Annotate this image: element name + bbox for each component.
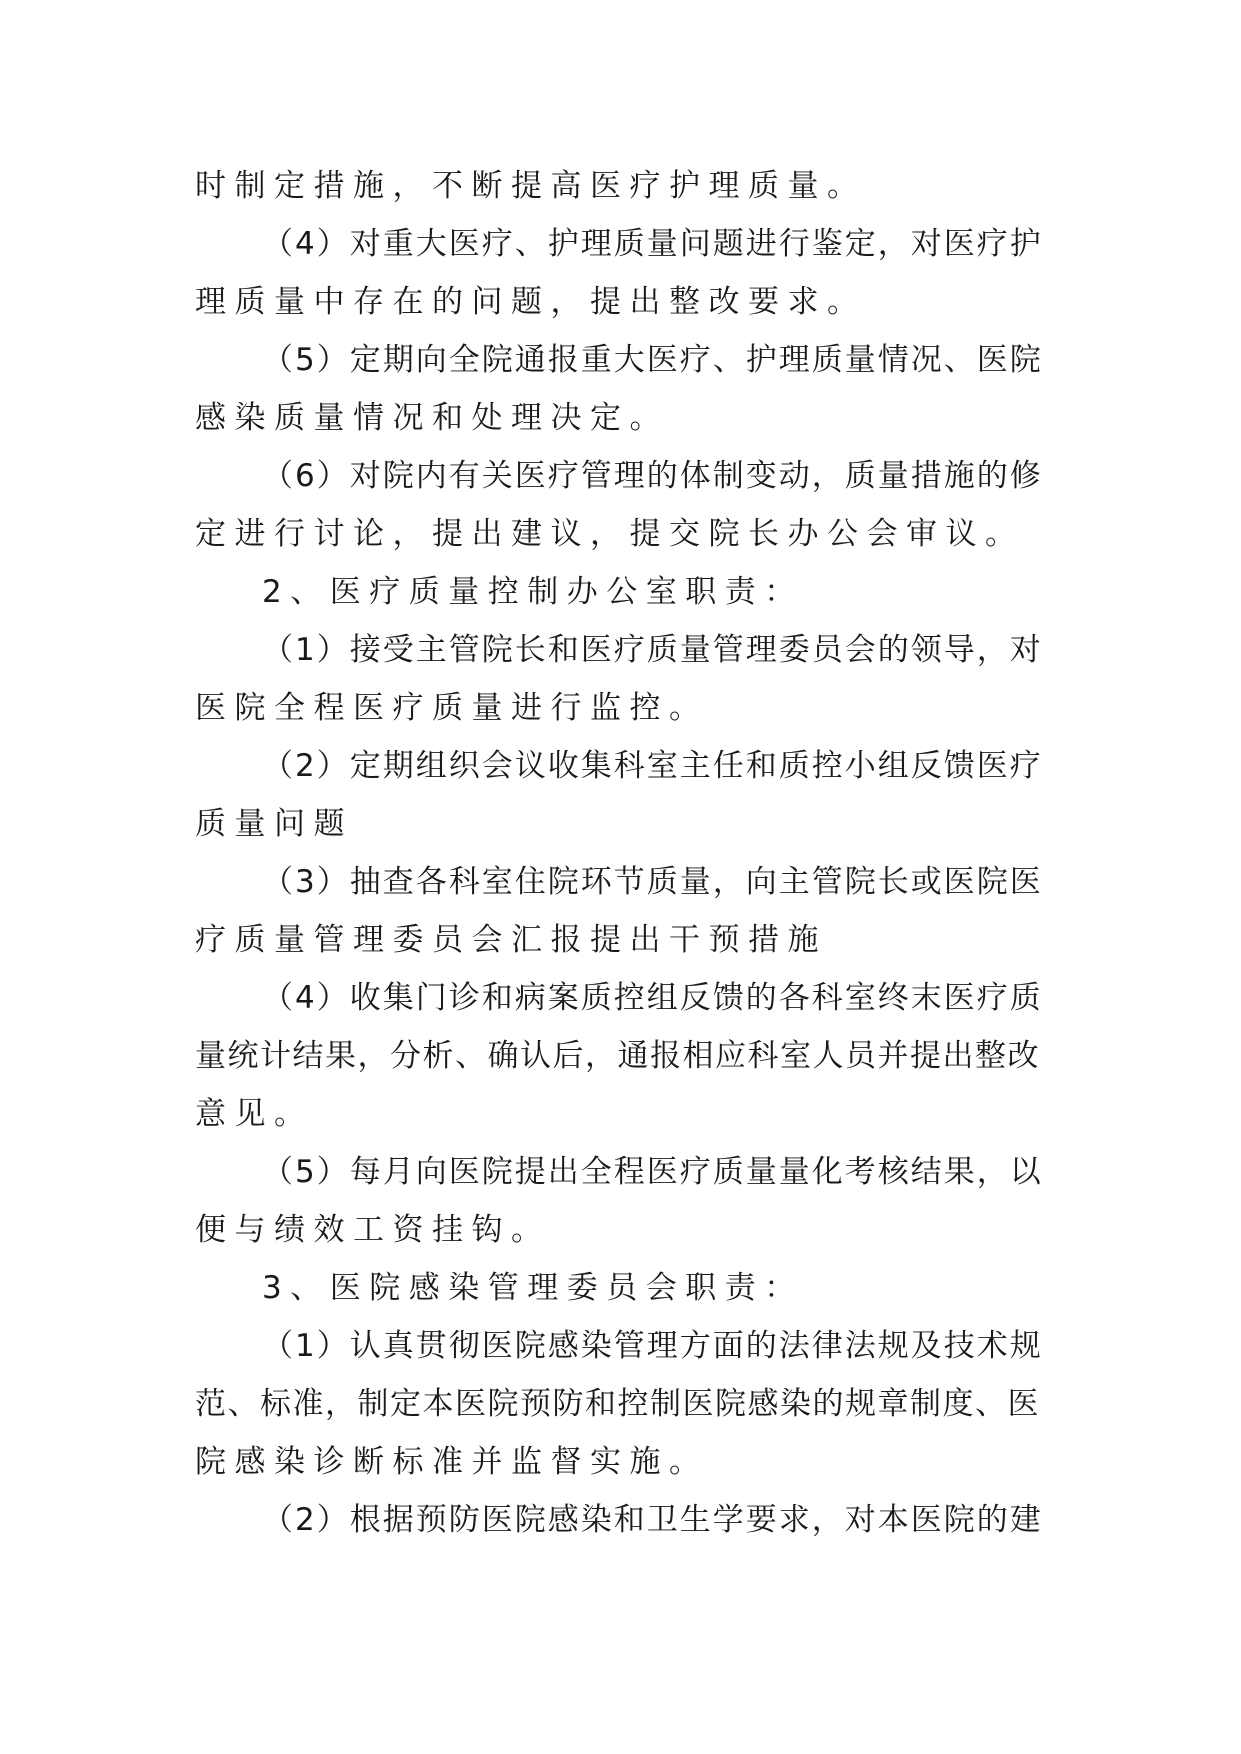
text-line: 院感染诊断标准并监督实施。	[195, 1444, 709, 1480]
text-line: （4）对重大医疗、护理质量问题进行鉴定，对医疗护	[262, 226, 1043, 262]
text-line: 质量问题	[195, 806, 353, 842]
text-line: 医院全程医疗质量进行监控。	[195, 690, 709, 726]
text-line: 定进行讨论，提出建议，提交院长办公会审议。	[195, 516, 1025, 552]
text-line: 理质量中存在的问题，提出整改要求。	[195, 284, 867, 320]
text-line: （4）收集门诊和病案质控组反馈的各科室终末医疗质	[262, 980, 1043, 1016]
text-line: （6）对院内有关医疗管理的体制变动，质量措施的修	[262, 458, 1043, 494]
text-line: 量统计结果，分析、确认后，通报相应科室人员并提出整改	[195, 1038, 1040, 1074]
text-line: （5）每月向医院提出全程医疗质量量化考核结果，以	[262, 1154, 1043, 1190]
text-line: 时制定措施，不断提高医疗护理质量。	[195, 168, 867, 204]
text-line: （2）根据预防医院感染和卫生学要求，对本医院的建	[262, 1502, 1043, 1538]
text-line: （1）接受主管院长和医疗质量管理委员会的领导，对	[262, 632, 1043, 668]
text-line: （5）定期向全院通报重大医疗、护理质量情况、医院	[262, 342, 1043, 378]
text-line: （3）抽查各科室住院环节质量，向主管院长或医院医	[262, 864, 1043, 900]
section-heading: 2、医疗质量控制办公室职责：	[262, 574, 804, 610]
text-line: 便与绩效工资挂钩。	[195, 1212, 551, 1248]
text-line: 疗质量管理委员会汇报提出干预措施	[195, 922, 827, 958]
text-line: （1）认真贯彻医院感染管理方面的法律法规及技术规	[262, 1328, 1043, 1364]
text-line: 意见。	[195, 1096, 314, 1132]
text-line: 范、标准，制定本医院预防和控制医院感染的规章制度、医	[195, 1386, 1040, 1422]
text-line: 感染质量情况和处理决定。	[195, 400, 669, 436]
text-line: （2）定期组织会议收集科室主任和质控小组反馈医疗	[262, 748, 1043, 784]
section-heading: 3、医院感染管理委员会职责：	[262, 1270, 804, 1306]
